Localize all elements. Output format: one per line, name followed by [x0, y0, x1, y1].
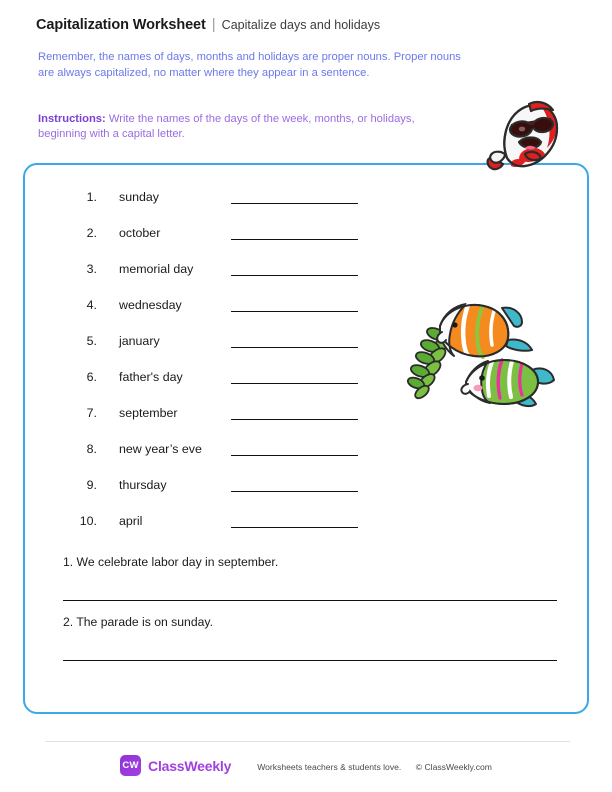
footer-copyright: © ClassWeekly.com [415, 761, 492, 772]
footer-tagline: Worksheets teachers & students love. [257, 761, 402, 772]
item-number: 4. [86, 298, 97, 312]
item-word: thursday [119, 478, 167, 492]
sentence-exercise-section [63, 554, 557, 674]
item-word: sunday [119, 190, 159, 204]
brand-logo[interactable] [120, 755, 231, 776]
worksheet-card [23, 163, 589, 714]
item-answer-line[interactable] [231, 203, 358, 204]
list-item [25, 467, 587, 503]
koi-fish-icon [481, 92, 565, 178]
item-answer-line[interactable] [231, 527, 358, 528]
item-number: 6. [86, 370, 97, 384]
item-answer-line[interactable] [231, 383, 358, 384]
cw-logo-icon: CW [120, 755, 141, 776]
item-word: april [119, 514, 143, 528]
list-item [25, 215, 587, 251]
item-number: 10. [79, 514, 97, 528]
list-item [25, 179, 587, 215]
instructions-body: Write the names of the days of the week, months, or holidays, beginning with a capital letter. [38, 113, 415, 141]
item-number: 3. [86, 262, 97, 276]
page-footer [0, 755, 612, 776]
page-title-subtitle: Capitalize days and holidays [221, 18, 381, 32]
list-item [25, 251, 587, 287]
sentence-text: 2. The parade is on sunday. [63, 615, 213, 629]
footer-divider [45, 741, 570, 742]
item-answer-line[interactable] [231, 275, 358, 276]
item-answer-line[interactable] [231, 491, 358, 492]
sentence-text: 1. We celebrate labor day in september. [63, 555, 279, 569]
sentence-answer-line[interactable] [63, 660, 557, 661]
sentence-answer-line[interactable] [63, 600, 557, 601]
item-number: 8. [86, 442, 97, 456]
intro-paragraph: Remember, the names of days, months and holidays are proper nouns. Proper nouns are always capitalized, no matter where they appear in a sentence. [38, 51, 461, 79]
list-item [25, 503, 587, 539]
sentence-block [63, 614, 557, 661]
item-word: october [119, 226, 161, 240]
item-word: january [119, 334, 160, 348]
item-word: wednesday [119, 298, 182, 312]
brand-name: ClassWeekly [148, 757, 232, 774]
page-title [36, 16, 576, 33]
item-word: new year’s eve [119, 442, 202, 456]
item-answer-line[interactable] [231, 455, 358, 456]
item-answer-line[interactable] [231, 419, 358, 420]
sentence-block [63, 554, 557, 601]
tropical-fish-icon [461, 360, 554, 406]
item-word: memorial day [119, 262, 194, 276]
item-number: 7. [86, 406, 97, 420]
item-word: father's day [119, 370, 183, 384]
footer-text-group [257, 757, 492, 775]
angelfish-icon [437, 304, 532, 357]
item-number: 1. [86, 190, 97, 204]
list-item [25, 431, 587, 467]
item-word: september [119, 406, 178, 420]
fish-group-illustration [406, 292, 558, 420]
item-answer-line[interactable] [231, 347, 358, 348]
page-title-main: Capitalization Worksheet [36, 17, 206, 33]
item-number: 2. [86, 226, 97, 240]
instructions-label: Instructions: [38, 113, 106, 125]
item-answer-line[interactable] [231, 239, 358, 240]
item-number: 9. [86, 478, 97, 492]
item-number: 5. [86, 334, 97, 348]
title-separator: | [211, 16, 216, 33]
page-header [36, 16, 576, 33]
instructions-paragraph [38, 112, 438, 143]
item-answer-line[interactable] [231, 311, 358, 312]
